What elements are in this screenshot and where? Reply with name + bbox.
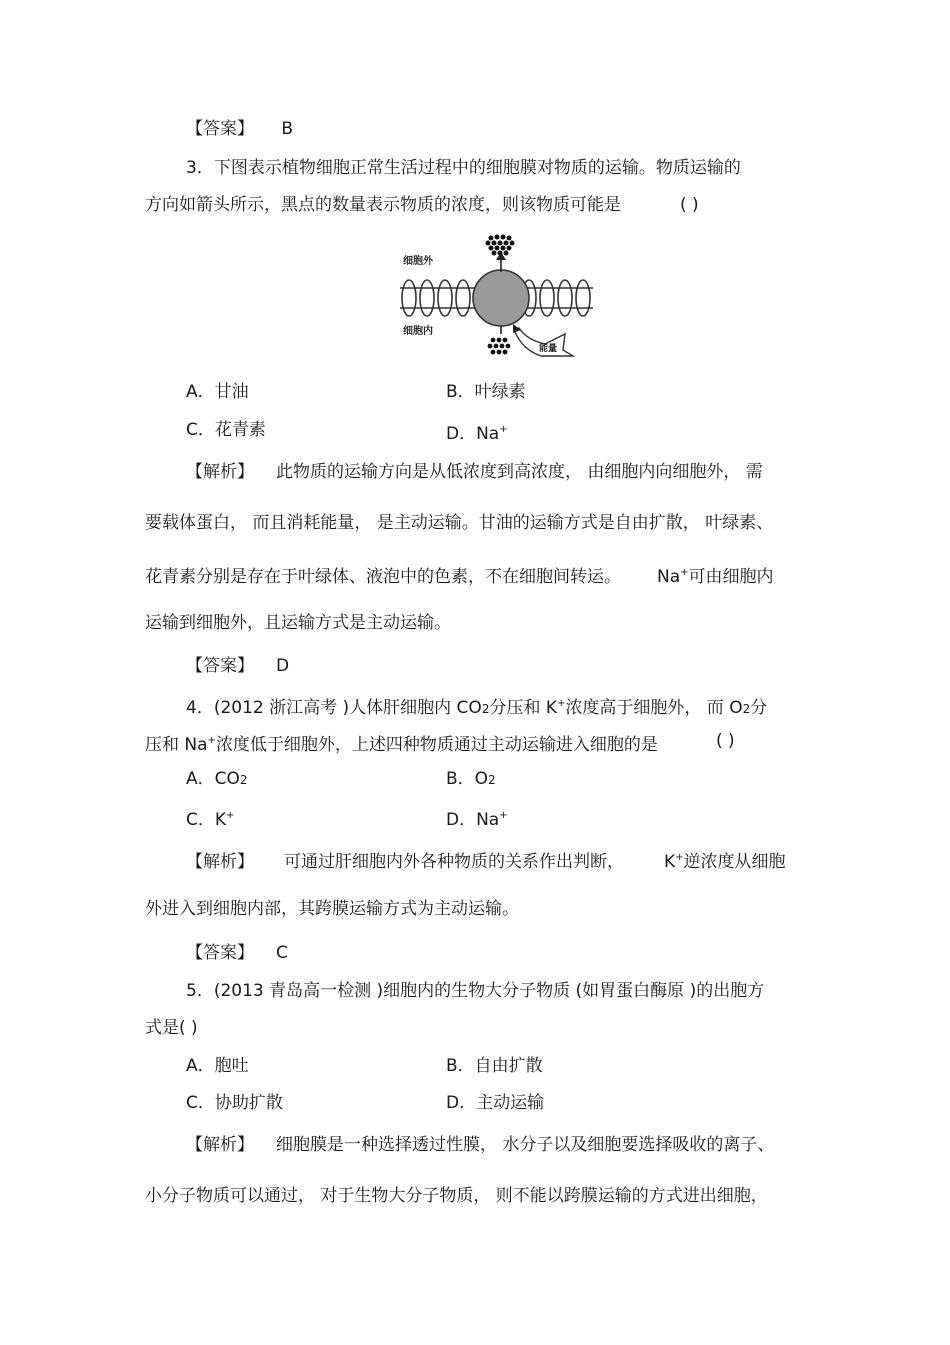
q3-analysis-line1	[186, 460, 763, 484]
q5-analysis-tag: 【解析】	[186, 1135, 254, 1155]
q4-answer: C	[276, 943, 288, 963]
q4-l1a-sub: 2	[481, 702, 490, 716]
q4-stem-line2	[145, 729, 658, 757]
outside-label: 细胞外	[403, 256, 433, 267]
q3-analysis-line4: 运输到细胞外，且运输方式是主动运输。	[145, 613, 451, 633]
q4-l2b: 浓度低于细胞外，上述四种物质通过主动运输进入细胞的是	[215, 735, 658, 755]
q4-option-b	[446, 767, 496, 792]
q4-option-a	[186, 767, 248, 792]
q4-l1b: 分压和 K	[489, 698, 558, 718]
q4-analysis-line1	[186, 846, 786, 874]
q3-answer-line	[186, 654, 289, 678]
q3-analysis-line3	[145, 561, 774, 589]
q4-l1d: 分	[750, 698, 768, 718]
membrane-svg	[395, 232, 595, 362]
q3-analysis-line2: 要载体蛋白， 而且消耗能量， 是主动运输。甘油的运输方式是自由扩散， 叶绿素、	[145, 513, 774, 533]
energy-label: 能量	[539, 344, 558, 354]
q3-paren: ( )	[680, 195, 699, 215]
carrier-protein	[473, 270, 529, 326]
q3-option-d	[446, 418, 508, 446]
q4-option-c	[186, 804, 234, 832]
q4-answer-line	[186, 941, 288, 965]
q3-analysis-l1: 此物质的运输方向是从低浓度到高浓度， 由细胞内向细胞外， 需	[276, 462, 763, 482]
q4-l2a-sup: +	[207, 735, 216, 746]
q3-option-c: C．花青素	[186, 420, 266, 440]
q4-analysis-l1a: 可通过肝细胞内外各种物质的关系作出判断，	[284, 852, 624, 872]
q4-option-a-sub: 2	[239, 773, 248, 787]
q4-option-c-sup: +	[226, 810, 235, 821]
q4-l1c: 浓度高于细胞外， 而 O	[565, 698, 743, 718]
q4-option-d-sup: +	[499, 810, 508, 821]
q5-stem-line1: 5．(2013 青岛高一检测 )细胞内的生物大分子物质 (如胃蛋白酶原 )的出胞方	[186, 981, 765, 1001]
q3-option-d-text: D．Na	[446, 424, 500, 444]
membrane-transport-figure	[395, 232, 595, 362]
q5-analysis-l1: 细胞膜是一种选择透过性膜， 水分子以及细胞要选择吸收的离子、	[276, 1135, 775, 1155]
q5-option-a: A．胞吐	[186, 1056, 249, 1076]
q3-analysis-l3b-sup: +	[680, 567, 689, 578]
q2-answer: B	[281, 119, 294, 139]
q4-option-b-sub: 2	[488, 773, 496, 787]
q4-l1a: 4．(2012 浙江高考 )人体肝细胞内 CO	[186, 698, 482, 718]
q5-option-d: D．主动运输	[446, 1093, 545, 1113]
q3-answer: D	[276, 656, 290, 676]
q4-analysis-l1b-sup: +	[675, 852, 684, 863]
q4-analysis-line2: 外进入到细胞内部，其跨膜运输方式为主动运输。	[145, 899, 519, 919]
q3-stem-line2: 方向如箭头所示，黑点的数量表示物质的浓度，则该物质可能是	[145, 195, 621, 215]
inside-label: 细胞内	[403, 326, 433, 337]
q2-answer-tag: 【答案】	[186, 119, 254, 139]
q4-option-a-text: A．CO	[186, 769, 240, 789]
q3-analysis-l3c: 可由细胞内	[688, 567, 774, 587]
membrane-lipids-left	[400, 280, 475, 316]
q3-analysis-tag: 【解析】	[186, 462, 254, 482]
q3-option-a: A．甘油	[186, 382, 249, 402]
q4-option-d-text: D．Na	[446, 810, 500, 830]
q5-option-c: C．协助扩散	[186, 1093, 283, 1113]
q4-l2a: 压和 Na	[145, 735, 208, 755]
q4-analysis-tag: 【解析】	[186, 852, 254, 872]
q4-analysis-l1c: 逆浓度从细胞	[683, 852, 786, 872]
q5-option-b: B．自由扩散	[446, 1056, 543, 1076]
q2-answer-line	[186, 117, 293, 141]
q4-option-c-text: C．K	[186, 810, 227, 830]
dots-inside	[488, 338, 511, 355]
q5-stem-line2: 式是( )	[145, 1018, 198, 1038]
q4-l1b-sup: +	[557, 698, 566, 709]
q3-option-b: B．叶绿素	[446, 382, 526, 402]
q5-analysis-line2: 小分子物质可以通过， 对于生物大分子物质， 则不能以跨膜运输的方式进出细胞，	[145, 1186, 768, 1206]
q3-answer-tag: 【答案】	[186, 656, 254, 676]
q4-analysis-l1b: K	[664, 852, 676, 872]
q4-stem-line1	[186, 692, 767, 721]
q3-analysis-l3a: 花青素分别是存在于叶绿体、液泡中的色素，不在细胞间转运。	[145, 567, 621, 587]
q4-l1c-sub: 2	[742, 702, 751, 716]
dots-outside	[486, 235, 515, 256]
q4-answer-tag: 【答案】	[186, 943, 254, 963]
q5-analysis-line1	[186, 1133, 774, 1157]
q4-option-d	[446, 804, 508, 832]
q3-option-d-sup: +	[499, 424, 508, 435]
q4-option-b-text: B．O	[446, 769, 489, 789]
q4-paren: ( )	[716, 731, 735, 751]
q3-analysis-l3b: Na	[657, 567, 681, 587]
q3-stem-line1: 3．下图表示植物细胞正常生活过程中的细胞膜对物质的运输。物质运输的	[186, 158, 741, 178]
